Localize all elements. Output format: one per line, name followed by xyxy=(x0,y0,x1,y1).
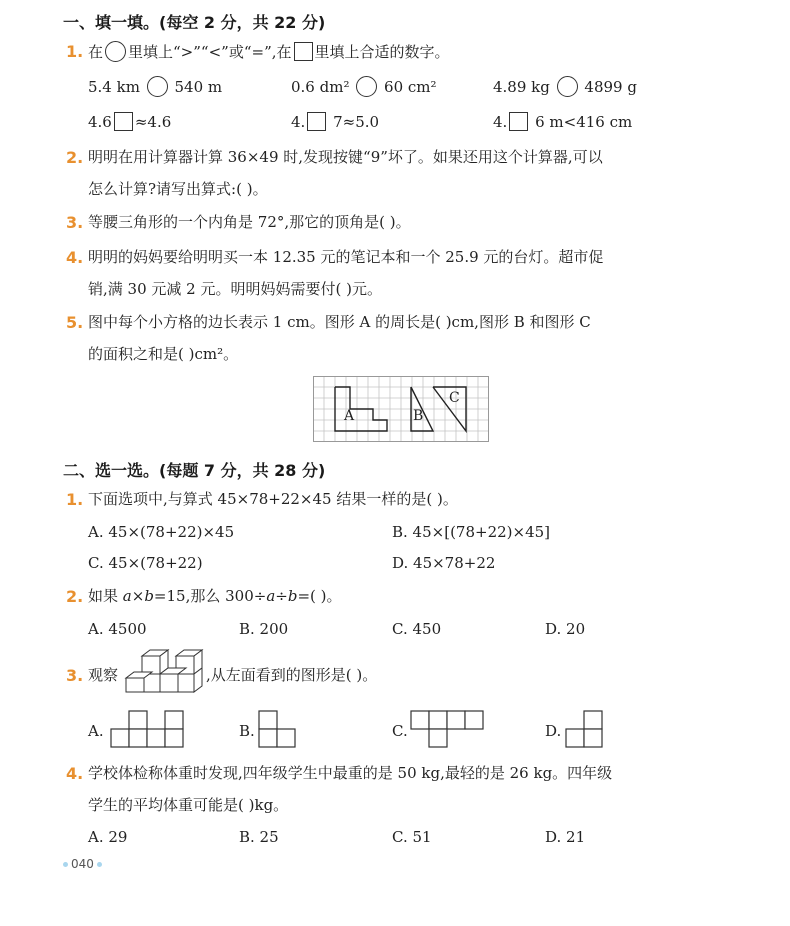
view-option-b-icon xyxy=(258,710,298,748)
option-d[interactable]: D. xyxy=(545,722,562,740)
question-number: 2. xyxy=(66,148,84,167)
view-option-a-icon xyxy=(110,710,186,748)
compare-circle-icon[interactable] xyxy=(557,76,578,97)
stem-text: 在 xyxy=(88,43,104,61)
question-number: 1. xyxy=(66,490,84,509)
option-a[interactable]: A. xyxy=(88,722,104,740)
grid-figure xyxy=(313,376,489,442)
cube-stack-icon xyxy=(122,648,208,694)
q1-item: 0.6 dm² 60 cm² xyxy=(291,78,437,96)
question-number: 4. xyxy=(66,248,84,267)
compare-circle-icon[interactable] xyxy=(356,76,377,97)
option-c[interactable]: C. 450 xyxy=(392,620,442,638)
option-b[interactable]: B. 200 xyxy=(239,620,289,638)
q5-line1: 图中每个小方格的边长表示 1 cm。图形 A 的周长是( )cm,图形 B 和图形 C xyxy=(88,313,591,331)
s2-q1-stem: 下面选项中,与算式 45×78+22×45 结果一样的是( )。 xyxy=(88,490,458,508)
q2-line2: 怎么计算?请写出算式:( )。 xyxy=(88,180,268,198)
s2-q2-stem: 如果 a×b=15,那么 300÷a÷b=( )。 xyxy=(88,587,342,605)
answer-box-icon[interactable] xyxy=(509,112,528,131)
option-d[interactable]: D. 20 xyxy=(545,620,586,638)
s2-q4-line1: 学校体检称体重时发现,四年级学生中最重的是 50 kg,最轻的是 26 kg。四年级 xyxy=(88,764,613,782)
question-number: 2. xyxy=(66,587,84,606)
option-b[interactable]: B. xyxy=(239,722,255,740)
option-a[interactable]: A. 45×(78+22)×45 xyxy=(88,523,235,541)
q4-line1: 明明的妈妈要给明明买一本 12.35 元的笔记本和一个 25.9 元的台灯。超市促 xyxy=(88,248,604,266)
option-d[interactable]: D. 45×78+22 xyxy=(392,554,496,572)
answer-box-icon[interactable] xyxy=(307,112,326,131)
answer-box-icon[interactable] xyxy=(114,112,133,131)
q3-line1: 等腰三角形的一个内角是 72°,那它的顶角是( )。 xyxy=(88,213,411,231)
compare-circle-icon[interactable] xyxy=(147,76,168,97)
option-c[interactable]: C. 51 xyxy=(392,828,432,846)
dot-icon xyxy=(97,862,102,867)
question-number: 1. xyxy=(66,42,84,61)
section-2-title: 二、选一选。(每题 7 分，共 28 分) xyxy=(63,461,326,480)
q2-line1: 明明在用计算器计算 36×49 时,发现按键“9”坏了。如果还用这个计算器,可以 xyxy=(88,148,603,166)
q4-line2: 销,满 30 元减 2 元。明明妈妈需要付( )元。 xyxy=(88,280,382,298)
section-1-title: 一、填一填。(每空 2 分，共 22 分) xyxy=(63,13,326,32)
dot-icon xyxy=(63,862,68,867)
option-b[interactable]: B. 45×[(78+22)×45] xyxy=(392,523,551,541)
q1-item: 4.6 ≈4.6 xyxy=(88,113,172,131)
shape-label: A xyxy=(344,408,355,424)
shape-label: B xyxy=(413,408,424,424)
page-number: 040 xyxy=(60,857,105,871)
option-a[interactable]: A. 29 xyxy=(88,828,128,846)
option-c[interactable]: C. 45×(78+22) xyxy=(88,554,203,572)
answer-box-icon xyxy=(294,42,313,61)
s2-q4-line2: 学生的平均体重可能是( )kg。 xyxy=(88,796,289,814)
option-c[interactable]: C. xyxy=(392,722,408,740)
stem-text: 里填上合适的数字。 xyxy=(314,43,450,61)
stem-text: 里填上“>”“<”或“=”,在 xyxy=(128,43,292,61)
shape-label: C xyxy=(449,390,460,406)
question-number: 3. xyxy=(66,213,84,232)
question-number: 5. xyxy=(66,313,84,332)
s2-q3-stem-a: 观察 xyxy=(88,666,119,684)
view-option-c-icon xyxy=(410,710,488,748)
question-number: 4. xyxy=(66,764,84,783)
option-b[interactable]: B. 25 xyxy=(239,828,279,846)
view-option-d-icon xyxy=(565,710,605,748)
q1-stem xyxy=(88,41,450,62)
q1-item: 4.89 kg 4899 g xyxy=(493,78,637,96)
q1-item: 4. 7≈5.0 xyxy=(291,113,380,131)
option-a[interactable]: A. 4500 xyxy=(88,620,147,638)
compare-circle-icon xyxy=(105,41,126,62)
q1-item: 5.4 km 540 m xyxy=(88,78,223,96)
q5-line2: 的面积之和是( )cm²。 xyxy=(88,345,239,363)
q1-item: 4. 6 m<416 cm xyxy=(493,113,633,131)
option-d[interactable]: D. 21 xyxy=(545,828,586,846)
question-number: 3. xyxy=(66,666,84,685)
s2-q3-stem-b: ,从左面看到的图形是( )。 xyxy=(206,666,378,684)
